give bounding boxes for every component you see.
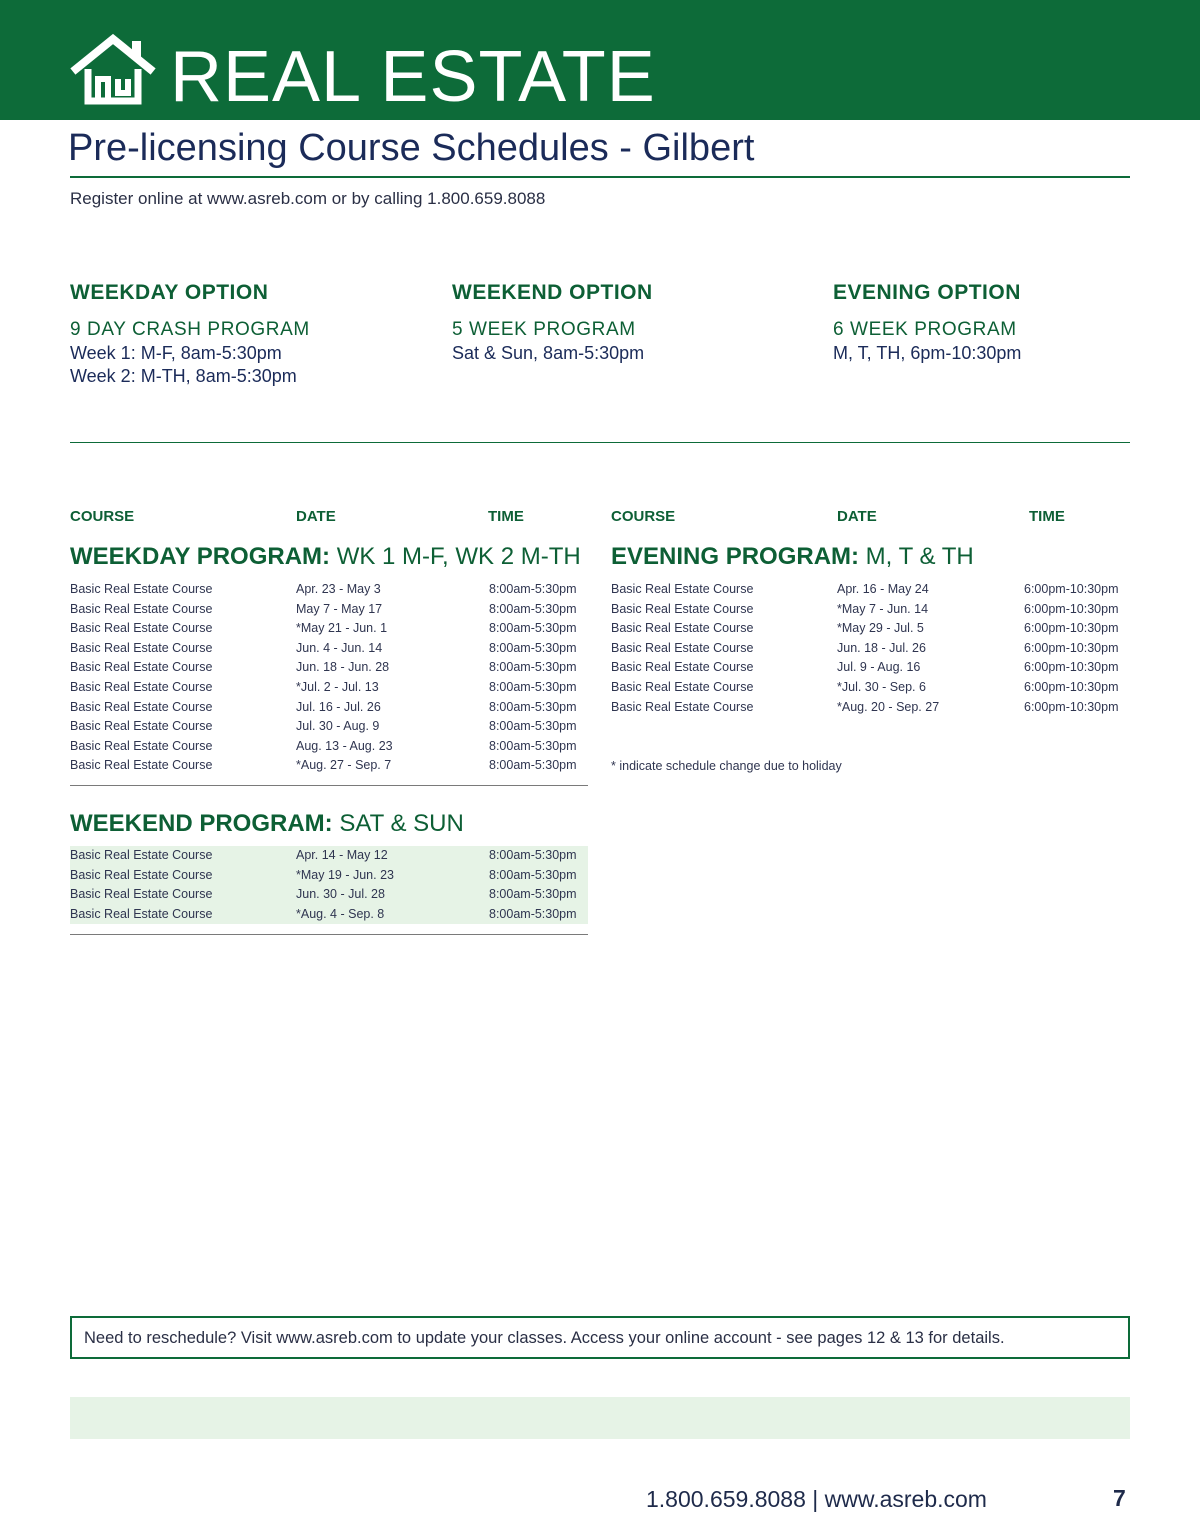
evening-schedule-table — [611, 580, 1130, 717]
cell-course: Basic Real Estate Course — [70, 660, 213, 675]
column-header-course: COURSE — [611, 508, 676, 525]
cell-time: 6:00pm-10:30pm — [1024, 582, 1119, 596]
cell-time: 8:00am-5:30pm — [489, 867, 577, 882]
cell-course: Basic Real Estate Course — [611, 582, 754, 596]
cell-course: Basic Real Estate Course — [70, 679, 213, 694]
cell-time: 8:00am-5:30pm — [489, 660, 577, 675]
cell-course: Basic Real Estate Course — [70, 621, 213, 636]
page-title: Pre-licensing Course Schedules - Gilbert — [68, 127, 755, 169]
evening-option — [833, 280, 1193, 365]
cell-course: Basic Real Estate Course — [70, 640, 213, 655]
cell-course: Basic Real Estate Course — [70, 601, 213, 616]
column-header-time: TIME — [488, 508, 524, 525]
cell-time: 6:00pm-10:30pm — [1024, 621, 1119, 636]
program-title-rest: SAT & SUN — [332, 810, 464, 837]
table-row — [70, 698, 588, 718]
table-row — [70, 905, 588, 925]
holiday-footnote: * indicate schedule change due to holiday — [611, 759, 842, 773]
cell-date: *Aug. 4 - Sep. 8 — [296, 906, 385, 921]
cell-date: Apr. 14 - May 12 — [296, 848, 388, 862]
option-line: M, T, TH, 6pm-10:30pm — [833, 343, 1022, 363]
column-header-date: DATE — [837, 508, 877, 525]
cell-time: 8:00am-5:30pm — [489, 699, 577, 714]
cell-date: *Aug. 27 - Sep. 7 — [296, 758, 392, 773]
cell-date: Jun. 4 - Jun. 14 — [296, 640, 383, 655]
option-line: Week 2: M-TH, 8am-5:30pm — [70, 366, 297, 386]
table-row — [611, 678, 1130, 698]
reschedule-notice — [70, 1316, 1130, 1359]
evening-program-title — [611, 542, 974, 572]
cell-date: Jun. 30 - Jul. 28 — [296, 887, 385, 902]
cell-time: 8:00am-5:30pm — [489, 738, 577, 753]
table-row — [70, 639, 588, 659]
option-program: 9 DAY CRASH PROGRAM — [70, 319, 310, 340]
cell-course: Basic Real Estate Course — [70, 719, 213, 734]
table-row — [70, 737, 588, 757]
weekend-option — [452, 280, 812, 365]
cell-time: 6:00pm-10:30pm — [1024, 601, 1119, 616]
cell-date: *May 7 - Jun. 14 — [837, 601, 929, 616]
table-row — [70, 756, 588, 776]
cell-course: Basic Real Estate Course — [611, 621, 754, 636]
weekend-schedule-table — [70, 846, 588, 924]
register-text: Register online at www.asreb.com or by calling 1.800.659.8088 — [70, 189, 546, 208]
program-title-rest: WK 1 M-F, WK 2 M-TH — [330, 543, 581, 570]
program-title-rest: M, T & TH — [859, 543, 974, 570]
cell-time: 8:00am-5:30pm — [489, 640, 577, 655]
option-heading: WEEKEND OPTION — [452, 281, 653, 304]
table-row — [70, 658, 588, 678]
cell-course: Basic Real Estate Course — [611, 640, 754, 655]
table-row — [70, 717, 588, 737]
cell-course: Basic Real Estate Course — [70, 848, 213, 862]
cell-date: *Jul. 2 - Jul. 13 — [296, 679, 379, 694]
cell-time: 8:00am-5:30pm — [489, 679, 577, 694]
table-row — [611, 658, 1130, 678]
column-header-time: TIME — [1029, 508, 1065, 525]
cell-date: Apr. 23 - May 3 — [296, 582, 381, 596]
table-row — [611, 619, 1130, 639]
cell-course: Basic Real Estate Course — [70, 738, 213, 753]
cell-date: Jun. 18 - Jul. 26 — [837, 640, 926, 655]
footer-contact: 1.800.659.8088 | www.asreb.com — [646, 1486, 987, 1512]
weekday-schedule-table — [70, 580, 588, 776]
cell-date: Aug. 13 - Aug. 23 — [296, 738, 393, 753]
table-row — [611, 698, 1130, 718]
program-title-bold: WEEKDAY PROGRAM: — [70, 543, 331, 570]
table-row — [70, 885, 588, 905]
column-header-date: DATE — [296, 508, 336, 525]
reschedule-notice-text: Need to reschedule? Visit www.asreb.com to update your classes. Access your online account - see pages 12 & 13 for details. — [84, 1329, 1005, 1347]
cell-time: 8:00am-5:30pm — [489, 906, 577, 921]
cell-date: Jul. 9 - Aug. 16 — [837, 660, 921, 675]
decorative-band — [70, 1397, 1130, 1439]
house-icon — [70, 33, 156, 105]
cell-date: *May 29 - Jul. 5 — [837, 621, 924, 636]
option-program: 5 WEEK PROGRAM — [452, 319, 636, 340]
title-divider — [70, 176, 1130, 178]
cell-time: 8:00am-5:30pm — [489, 887, 577, 902]
cell-time: 6:00pm-10:30pm — [1024, 699, 1119, 714]
column-header-course: COURSE — [70, 508, 135, 525]
table-row — [70, 580, 588, 600]
cell-date: Jul. 16 - Jul. 26 — [296, 699, 381, 714]
cell-date: *May 21 - Jun. 1 — [296, 621, 388, 636]
table-row — [70, 600, 588, 620]
cell-course: Basic Real Estate Course — [70, 582, 213, 596]
cell-time: 8:00am-5:30pm — [489, 758, 577, 773]
header-banner — [0, 0, 1200, 120]
table-row — [611, 639, 1130, 659]
weekday-program-title — [70, 542, 581, 572]
cell-date: May 7 - May 17 — [296, 601, 383, 616]
cell-date: Jul. 30 - Aug. 9 — [296, 719, 380, 734]
cell-date: Jun. 18 - Jun. 28 — [296, 660, 390, 675]
cell-date: *May 19 - Jun. 23 — [296, 867, 394, 882]
table-row — [70, 866, 588, 886]
cell-course: Basic Real Estate Course — [70, 699, 213, 714]
table-divider — [70, 934, 588, 935]
table-row — [70, 678, 588, 698]
option-line: Sat & Sun, 8am-5:30pm — [452, 343, 645, 363]
cell-time: 8:00am-5:30pm — [489, 621, 577, 636]
program-title-bold: WEEKEND PROGRAM: — [70, 810, 333, 837]
page-number: 7 — [1113, 1485, 1126, 1511]
cell-course: Basic Real Estate Course — [611, 660, 754, 675]
cell-course: Basic Real Estate Course — [611, 679, 754, 694]
program-title-bold: EVENING PROGRAM: — [611, 543, 860, 570]
cell-time: 8:00am-5:30pm — [489, 848, 577, 862]
cell-time: 6:00pm-10:30pm — [1024, 679, 1119, 694]
option-line: Week 1: M-F, 8am-5:30pm — [70, 343, 282, 363]
cell-course: Basic Real Estate Course — [611, 699, 754, 714]
weekday-option — [70, 280, 430, 388]
cell-date: *Jul. 30 - Sep. 6 — [837, 679, 926, 694]
section-divider — [70, 442, 1130, 443]
weekend-program-title — [70, 809, 464, 839]
table-row — [70, 846, 588, 866]
option-heading: WEEKDAY OPTION — [70, 281, 269, 304]
table-row — [611, 580, 1130, 600]
option-heading: EVENING OPTION — [833, 281, 1021, 304]
cell-date: *Aug. 20 - Sep. 27 — [837, 699, 940, 714]
table-row — [70, 619, 588, 639]
cell-course: Basic Real Estate Course — [70, 867, 213, 882]
table-row — [611, 600, 1130, 620]
cell-time: 6:00pm-10:30pm — [1024, 640, 1119, 655]
cell-course: Basic Real Estate Course — [611, 601, 754, 616]
cell-date: Apr. 16 - May 24 — [837, 582, 929, 596]
table-divider — [70, 785, 588, 786]
cell-course: Basic Real Estate Course — [70, 887, 213, 902]
option-program: 6 WEEK PROGRAM — [833, 319, 1017, 340]
cell-time: 8:00am-5:30pm — [489, 719, 577, 734]
cell-course: Basic Real Estate Course — [70, 906, 213, 921]
cell-course: Basic Real Estate Course — [70, 758, 213, 773]
cell-time: 6:00pm-10:30pm — [1024, 660, 1119, 675]
banner-title: REAL ESTATE — [170, 37, 656, 117]
cell-time: 8:00am-5:30pm — [489, 582, 577, 596]
cell-time: 8:00am-5:30pm — [489, 601, 577, 616]
